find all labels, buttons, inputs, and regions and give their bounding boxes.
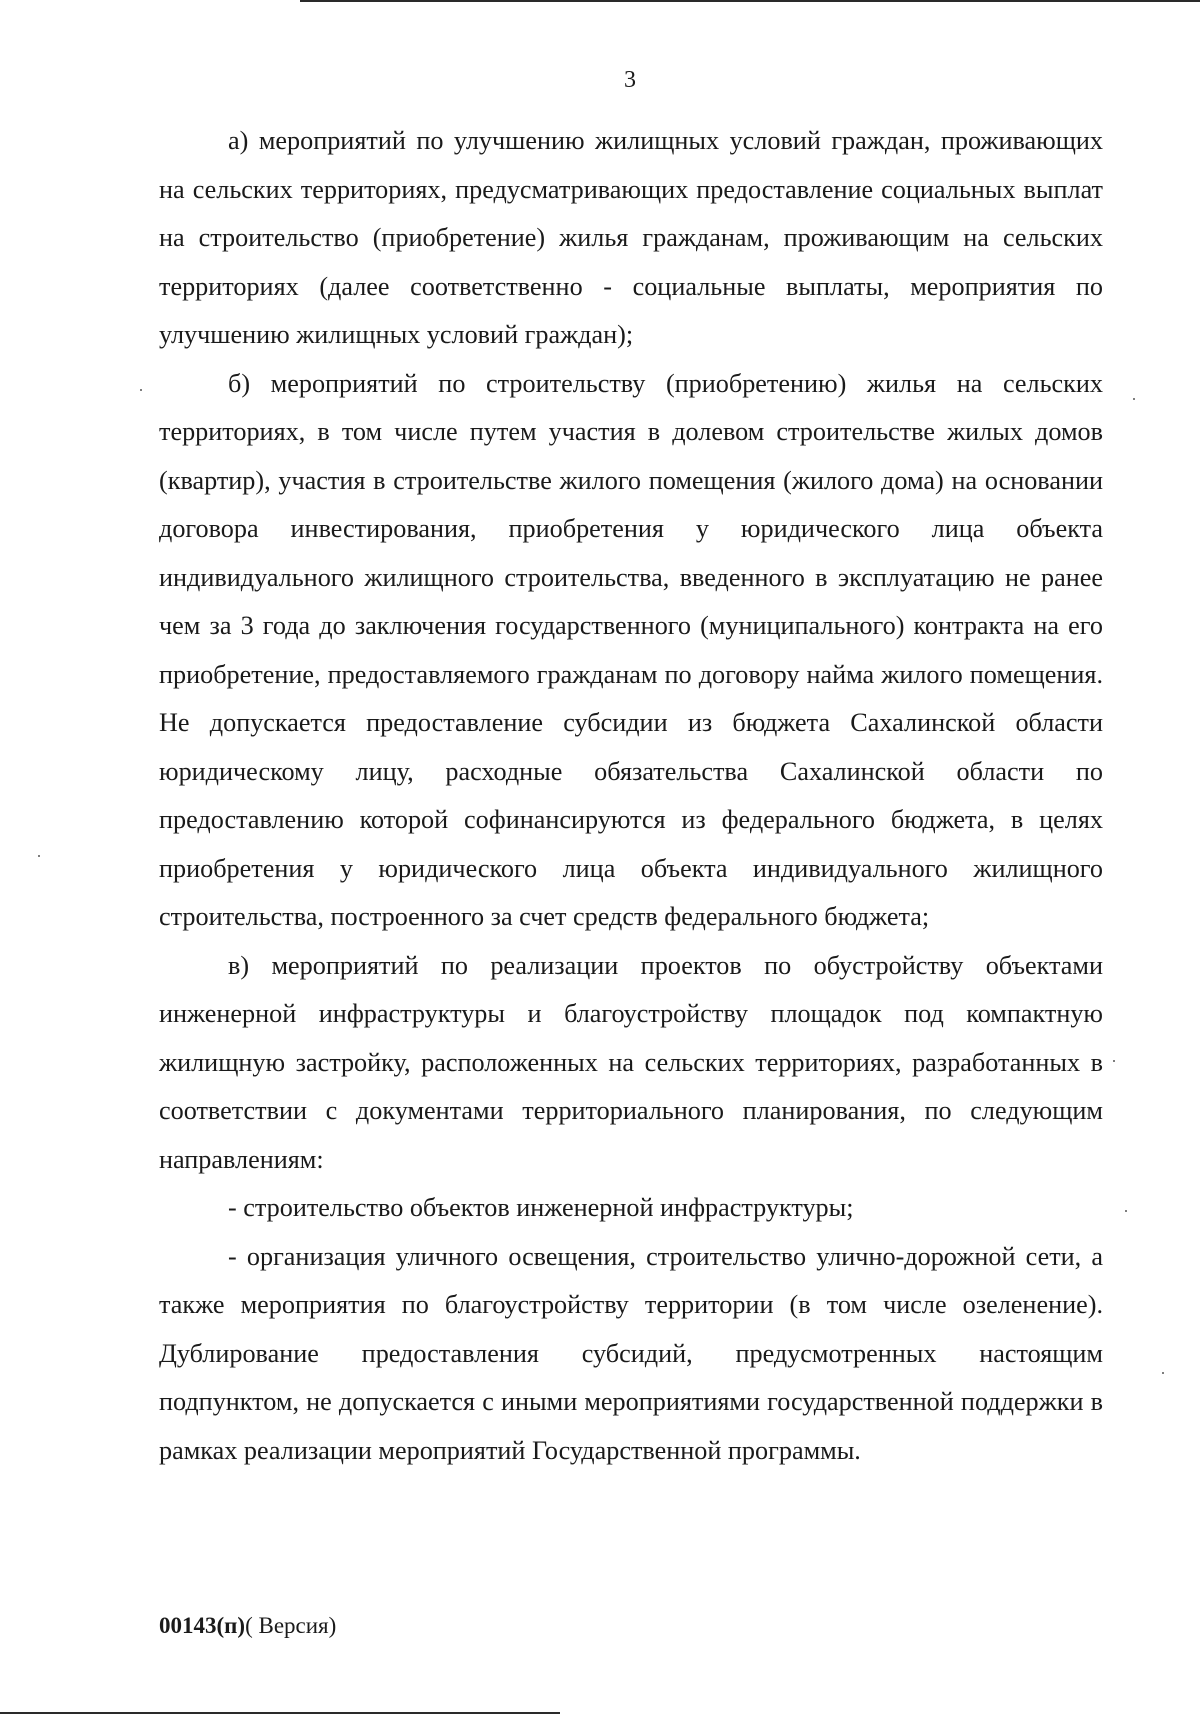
footer-document-code bbox=[159, 1612, 336, 1640]
list-item-engineering: - строительство объектов инженерной инфраструктуры; bbox=[228, 1193, 854, 1222]
scan-speck bbox=[1162, 1372, 1164, 1374]
list-item-lighting: - организация уличного освещения, строительство улично-дорожной сети, а также мероприятия по благоустройству территории (в том числе озеленение). Дублирование предоставления субсидий, предусмотренных настоящим подпунктом, не допускается с иными мероприятиями государственной поддержки в рамках реализации мероприятий Государственной программы. bbox=[159, 1241, 1103, 1465]
scan-speck bbox=[1133, 398, 1135, 400]
scan-edge-line-bottom bbox=[0, 1712, 560, 1714]
scan-speck bbox=[1113, 1060, 1115, 1062]
scan-speck bbox=[140, 389, 142, 391]
scan-edge-line-top bbox=[300, 0, 1200, 2]
scan-speck bbox=[38, 855, 40, 857]
paragraph-v: в) мероприятий по реализации проектов по обустройству объектами инженерной инфраструктуры и благоустройству площадок под компактную жилищную застройку, расположенных на сельских территориях, разработанных в соответствии с документами территориального планирования, по следующим направлениям: bbox=[159, 950, 1103, 1174]
footer-version: ( Версия) bbox=[245, 1613, 337, 1638]
page-number: 3 bbox=[624, 67, 636, 93]
paragraph-a: а) мероприятий по улучшению жилищных условий граждан, проживающих на сельских территориях, предусматривающих предоставление социальных выплат на строительство (приобретение) жилья гражданам, проживающим на сельских территориях (далее соответственно - социальные выплаты, мероприятия по улучшению жилищных условий граждан); bbox=[159, 126, 1103, 349]
document-body bbox=[159, 117, 1103, 1475]
footer-code: 00143(п) bbox=[159, 1613, 246, 1638]
paragraph-b: б) мероприятий по строительству (приобретению) жилья на сельских территориях, в том числе путем участия в долевом строительстве жилых домов (квартир), участия в строительстве жилого помещения (жилого дома) на основании договора инвестирования, приобретения у юридического лица объекта индивидуального жилищного строительства, введенного в эксплуатацию не ранее чем за 3 года до заключения государственного (муниципального) контракта на его приобретение, предоставляемого гражданам по договору найма жилого помещения. Не допускается предоставление субсидии из бюджета Сахалинской области юридическому лицу, расходные обязательства Сахалинской области по предоставлению которой софинансируются из федерального бюджета, в целях приобретения у юридического лица объекта индивидуального жилищного строительства, построенного за счет средств федерального бюджета; bbox=[159, 368, 1103, 931]
scan-speck bbox=[1125, 1210, 1127, 1212]
